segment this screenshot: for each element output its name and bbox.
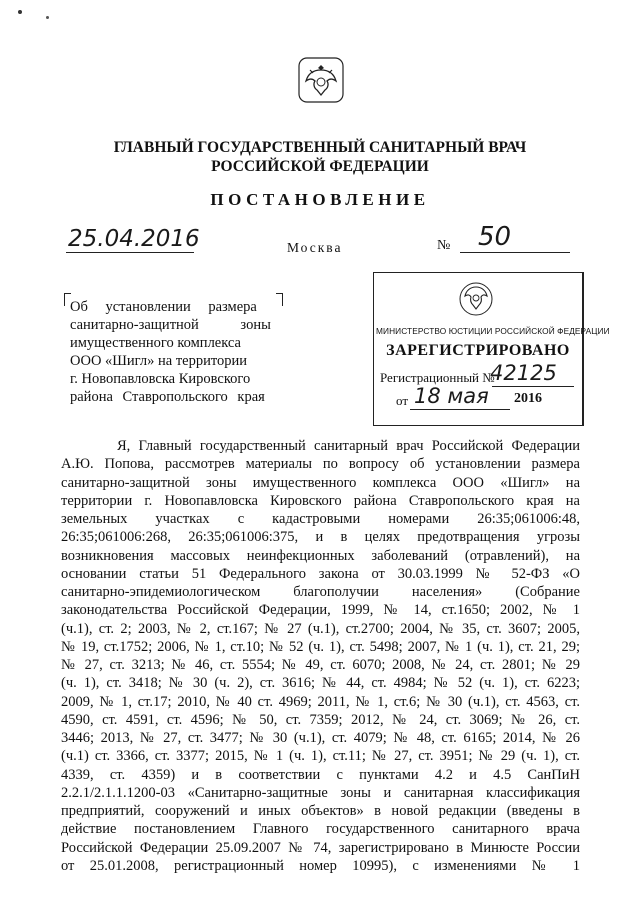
scan-dot	[46, 16, 49, 19]
body-line: законодательства Российской Федерации, 1999, № 14, ст.1650; 2002, № 1	[61, 602, 580, 619]
coat-of-arms-icon	[298, 57, 344, 103]
scan-dot	[18, 10, 22, 14]
body-line: 26:35;061006:268, 26:35;061006:375, и в целях предотвращения угрозы	[61, 529, 580, 546]
body-line: 3446; 2013, № 27, ст. 3477; № 30 (ч.1), ст. 4079; № 48, ст. 6165; 2014, № 26	[61, 730, 580, 746]
body-line: № 27, ст. 3213; № 46, ст. 5554; № 49, ст. 6070; 2008, № 24, ст. 2801; № 29	[61, 657, 580, 673]
coat-of-arms-icon	[458, 281, 494, 317]
body-line: 4339, ст. 4359) и в соответствии с пунктами 4.2 и 4.5 СанПиН	[61, 766, 580, 783]
body-line: действие постановлением Главного государственного санитарного врача	[61, 821, 580, 838]
subject-line: района Ставропольского края	[70, 389, 265, 405]
body-line: А.Ю. Попова, рассмотрев материалы по вопросу об установлении размера	[61, 456, 580, 473]
body-line: возникновения массовых неинфекционных заболеваний (отравлений), на	[61, 547, 580, 564]
authority-line-1: ГЛАВНЫЙ ГОСУДАРСТВЕННЫЙ САНИТАРНЫЙ ВРАЧ	[113, 139, 527, 156]
document-subject	[70, 298, 290, 406]
stamp-date-underline	[410, 409, 510, 410]
body-line: 2.2.1/2.1.1.1200-03 «Санитарно-защитные зоны и санитарная классификация	[61, 784, 580, 801]
stamp-reg-number: 42125	[490, 361, 557, 385]
stamp-date: 18 мая	[414, 384, 489, 408]
stamp-reg-label: Регистрационный №	[380, 370, 495, 385]
date-underline	[66, 252, 194, 253]
body-line: территории г. Новопавловска Кировского района Ставропольского края на	[61, 492, 580, 509]
body-line: основании статьи 51 Федерального закона от 30.03.1999 № 52-ФЗ «О	[61, 565, 580, 582]
subject-line: ООО «Шигл» на территории	[70, 353, 248, 369]
body-line: 4590, ст. 4591, ст. 4596; № 50, ст. 7359; 2012, № 24, ст. 3069; № 26, ст.	[61, 711, 580, 728]
body-line: санитарно-защитной зоны имущественного комплекса ООО «Шигл» на	[61, 474, 580, 491]
stamp-reg-underline	[492, 386, 574, 387]
body-line: земельных участках с кадастровыми номерами 26:35;061006:48,	[61, 511, 580, 527]
stamp-registered: ЗАРЕГИСТРИРОВАНО	[386, 342, 570, 359]
number-mark: №	[437, 238, 451, 253]
subject-line: Об установлении размера	[70, 299, 257, 315]
body-line: Я, Главный государственный санитарный врач Российской Федерации	[117, 438, 580, 454]
body-line: Российской Федерации 25.09.2007 № 74, зарегистрировано в Минюсте России	[61, 839, 580, 856]
body-line: от 25.01.2008, регистрационный номер 10995), с изменениями № 1	[61, 857, 580, 874]
subject-line: г. Новопавловска Кировского	[70, 371, 251, 387]
number-underline	[460, 252, 570, 253]
subject-line: имущественного комплекса	[70, 335, 241, 351]
document-date: 25.04.2016	[68, 226, 200, 252]
stamp-ministry: МИНИСТЕРСТВО ЮСТИЦИИ РОССИЙСКОЙ ФЕДЕРАЦИИ	[376, 326, 610, 336]
document-number: 50	[478, 222, 512, 252]
body-line: санитарно-эпидемиологическом благополучии населения» (Собрание	[61, 584, 580, 600]
stamp-date-prefix: от	[396, 393, 409, 408]
body-line: (ч.1), ст. 2; 2003, № 2, ст.167; № 27 (ч.1), ст.2700; 2004, № 35, ст. 3607; 2005,	[61, 620, 580, 637]
registration-stamp	[373, 272, 610, 426]
document-type-title: ПОСТАНОВЛЕНИЕ	[210, 190, 430, 209]
issuing-authority	[0, 138, 640, 176]
body-line: 2009, № 1, ст.17; 2010, № 40 ст. 4969; 2011, № 1, ст.6; № 30 (ч.1), ст. 4563, ст.	[61, 693, 580, 710]
authority-line-2: РОССИЙСКОЙ ФЕДЕРАЦИИ	[211, 158, 429, 175]
subject-line: санитарно-защитной зоны	[70, 317, 271, 333]
body-line: (ч.1) ст. 3366, ст. 3377; 2015, № 1 (ч. 1), ст.11; № 27, ст. 3951; № 29 (ч. 1), ст.	[61, 748, 580, 765]
body-line: предприятий, сооружений и иных объектов» в новой редакции (введены в	[61, 803, 580, 819]
body-line: № 19, ст.1752; 2006, № 1, ст.10; № 52 (ч. 1), ст. 5498; 2007, № 1 (ч. 1), ст. 21, 29;	[61, 638, 580, 655]
document-body	[61, 437, 580, 875]
body-line: (ч. 1), ст. 3418; № 30 (ч. 2), ст. 3616; № 44, ст. 4984; № 52 (ч. 1), ст. 6223;	[61, 675, 580, 692]
stamp-year: 2016	[514, 391, 542, 406]
document-city: Москва	[287, 240, 343, 255]
